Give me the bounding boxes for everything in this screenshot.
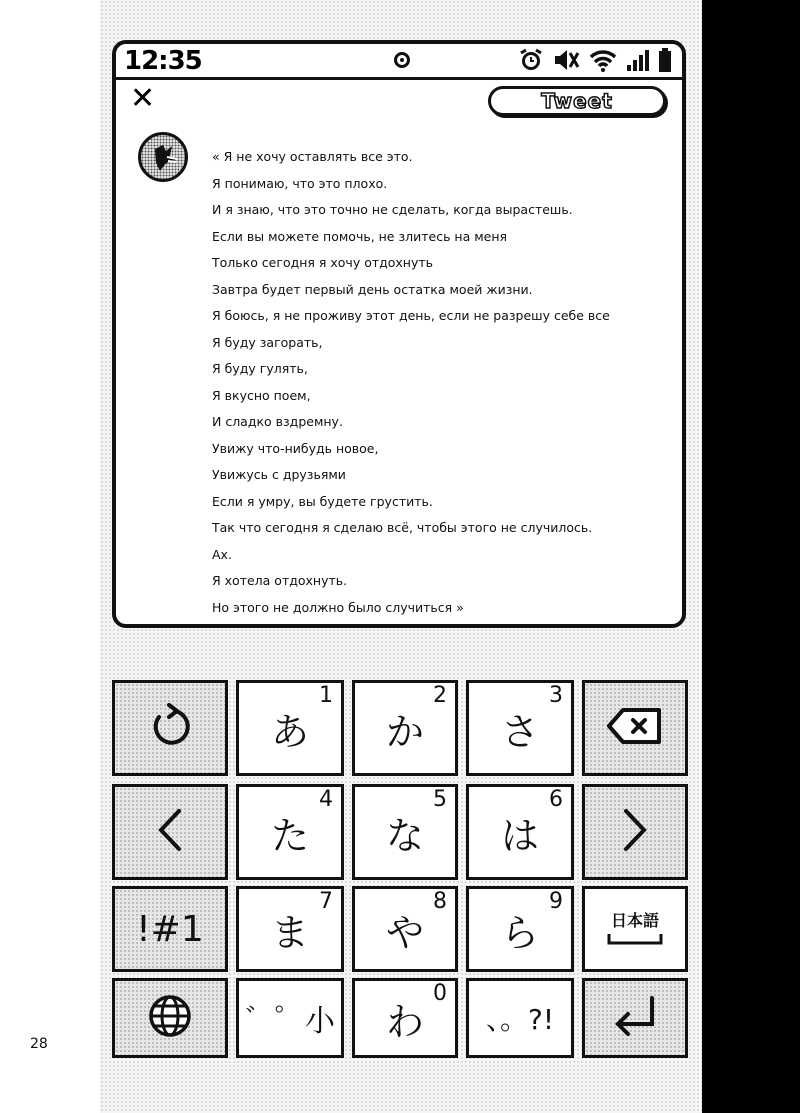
tweet-line: Если я умру, вы будете грустить. bbox=[212, 493, 433, 509]
language-space-key[interactable] bbox=[582, 886, 688, 972]
cursor-right-key[interactable] bbox=[582, 784, 688, 880]
clock: 12:35 bbox=[124, 46, 202, 76]
battery-icon bbox=[658, 47, 672, 77]
key-label: あ bbox=[270, 709, 309, 754]
key-ka[interactable] bbox=[352, 680, 458, 776]
left-margin bbox=[0, 0, 100, 1113]
key-label: か bbox=[385, 709, 424, 754]
tweet-line: Я боюсь, я не проживу этот день, если не разрешу себе все bbox=[212, 308, 610, 323]
key-label: わ bbox=[385, 999, 424, 1044]
tweet-line: Увижусь с друзьями bbox=[212, 467, 346, 482]
tweet-line: И сладко вздремну. bbox=[212, 414, 343, 429]
tweet-line: Я вкусно поем, bbox=[212, 387, 311, 403]
cursor-left-key[interactable] bbox=[112, 784, 228, 880]
tweet-line: Я хотела отдохнуть. bbox=[212, 573, 348, 588]
key-number: 8 bbox=[433, 889, 447, 914]
status-icons bbox=[518, 48, 672, 76]
space-icon bbox=[605, 931, 665, 950]
flick-keyboard bbox=[110, 680, 690, 1060]
tweet-line: Я буду загорать, bbox=[212, 334, 323, 350]
right-margin bbox=[702, 0, 800, 1113]
tweet-line: « Я не хочу оставлять все это. bbox=[212, 149, 413, 164]
key-ta[interactable] bbox=[236, 784, 344, 880]
tweet-line: Я буду гулять, bbox=[212, 361, 308, 376]
signal-icon bbox=[626, 47, 650, 77]
camera-icon bbox=[394, 52, 410, 68]
enter-icon bbox=[610, 994, 660, 1042]
key-label: ら bbox=[500, 910, 539, 955]
backspace-icon bbox=[605, 706, 665, 750]
tweet-line: Только сегодня я хочу отдохнуть bbox=[212, 255, 434, 270]
key-number: 9 bbox=[549, 889, 563, 914]
symbols-label: !#1 bbox=[136, 908, 204, 950]
key-sa[interactable] bbox=[466, 680, 574, 776]
key-number: 0 bbox=[433, 981, 447, 1006]
key-label: ゛゜小 bbox=[245, 1004, 335, 1039]
key-punctuation[interactable] bbox=[466, 978, 574, 1058]
page-number: 28 bbox=[30, 1036, 48, 1052]
key-label: た bbox=[270, 813, 309, 858]
language-label: 日本語 bbox=[610, 911, 659, 930]
key-dakuten[interactable] bbox=[236, 978, 344, 1058]
key-na[interactable] bbox=[352, 784, 458, 880]
key-ya[interactable] bbox=[352, 886, 458, 972]
key-label: 、。?! bbox=[485, 1003, 555, 1036]
key-number: 5 bbox=[433, 787, 447, 812]
key-ha[interactable] bbox=[466, 784, 574, 880]
key-ra[interactable] bbox=[466, 886, 574, 972]
undo-key[interactable] bbox=[112, 680, 228, 776]
key-number: 4 bbox=[319, 787, 333, 812]
wifi-icon bbox=[588, 47, 618, 77]
avatar bbox=[138, 132, 188, 182]
globe-icon bbox=[147, 993, 193, 1043]
backspace-key[interactable] bbox=[582, 680, 688, 776]
tweet-line: Увижу что-нибудь новое, bbox=[212, 440, 379, 456]
close-button[interactable]: ✕ bbox=[130, 81, 156, 116]
key-number: 1 bbox=[319, 683, 333, 708]
key-wa[interactable] bbox=[352, 978, 458, 1058]
tweet-line: Так что сегодня я сделаю всё, чтобы этого не случилось. bbox=[212, 520, 593, 535]
enter-key[interactable] bbox=[582, 978, 688, 1058]
chevron-right-icon bbox=[620, 807, 650, 857]
tweet-button[interactable]: Tweet bbox=[488, 86, 666, 116]
status-bar bbox=[116, 44, 682, 80]
tweet-line: Но этого не должно было случиться » bbox=[212, 599, 464, 615]
mute-icon bbox=[552, 47, 580, 77]
tweet-line: Если вы можете помочь, не злитесь на меня bbox=[212, 228, 508, 244]
key-number: 3 bbox=[549, 683, 563, 708]
tweet-line: Завтра будет первый день остатка моей жизни. bbox=[212, 281, 533, 297]
undo-icon bbox=[145, 701, 195, 755]
tweet-line: И я знаю, что это точно не сделать, когда вырастешь. bbox=[212, 202, 573, 217]
key-a[interactable] bbox=[236, 680, 344, 776]
phone-screen bbox=[112, 40, 686, 628]
chevron-left-icon bbox=[155, 807, 185, 857]
key-label: な bbox=[385, 813, 424, 858]
key-number: 2 bbox=[433, 683, 447, 708]
tweet-text bbox=[212, 144, 672, 621]
key-label: や bbox=[385, 910, 424, 955]
symbols-key[interactable] bbox=[112, 886, 228, 972]
key-label: さ bbox=[500, 709, 539, 754]
tweet-line: Я понимаю, что это плохо. bbox=[212, 175, 388, 191]
alarm-icon bbox=[518, 47, 544, 77]
globe-key[interactable] bbox=[112, 978, 228, 1058]
tweet-line: Ах. bbox=[212, 546, 232, 562]
key-number: 7 bbox=[319, 889, 333, 914]
key-label: は bbox=[500, 813, 539, 858]
key-label: ま bbox=[270, 910, 309, 955]
key-ma[interactable] bbox=[236, 886, 344, 972]
key-number: 6 bbox=[549, 787, 563, 812]
